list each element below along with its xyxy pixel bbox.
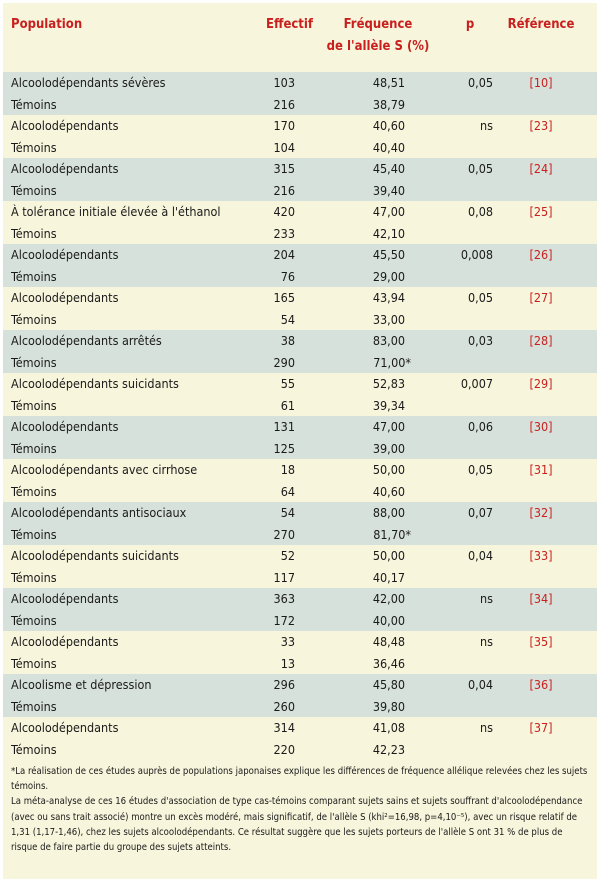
frequence-cell: 45,40 bbox=[372, 161, 405, 176]
header-frequence-line2: de l'allèle S (%) bbox=[326, 39, 430, 54]
effectif-cell: 125 bbox=[273, 440, 295, 456]
table-row bbox=[3, 696, 597, 718]
reference-cell: [33] bbox=[529, 548, 553, 563]
population-cell: Témoins bbox=[11, 311, 57, 327]
effectif-cell: 54 bbox=[280, 505, 295, 520]
table-row-group bbox=[3, 674, 597, 717]
effectif-cell: 54 bbox=[280, 311, 295, 327]
effectif-cell: 165 bbox=[273, 290, 295, 305]
table-row bbox=[3, 524, 597, 546]
frequence-cell: 40,00 bbox=[372, 612, 405, 628]
reference-cell: [37] bbox=[529, 720, 553, 735]
table-row bbox=[3, 180, 597, 202]
table-row bbox=[3, 739, 597, 761]
population-cell: Alcoolodépendants antisociaux bbox=[11, 505, 187, 520]
population-cell: Témoins bbox=[11, 225, 57, 241]
frequence-cell: 41,08 bbox=[372, 720, 405, 735]
frequence-cell: 88,00 bbox=[372, 505, 405, 520]
frequence-cell: 33,00 bbox=[372, 311, 405, 327]
effectif-cell: 172 bbox=[273, 612, 295, 628]
population-cell: Témoins bbox=[11, 354, 57, 370]
table-row bbox=[3, 115, 597, 137]
effectif-cell: 104 bbox=[273, 139, 295, 155]
frequence-cell: 39,00 bbox=[372, 440, 405, 456]
effectif-cell: 33 bbox=[280, 634, 295, 649]
frequence-cell: 38,79 bbox=[372, 96, 405, 112]
frequence-cell: 45,80 bbox=[372, 677, 405, 692]
table-body bbox=[3, 72, 597, 760]
effectif-cell: 52 bbox=[280, 548, 295, 563]
table-row-group bbox=[3, 244, 597, 287]
effectif-cell: 315 bbox=[273, 161, 295, 176]
population-cell: Alcoolodépendants bbox=[11, 634, 119, 649]
reference-cell: [29] bbox=[529, 376, 553, 391]
population-cell: Alcoolodépendants bbox=[11, 247, 119, 262]
population-cell: Témoins bbox=[11, 741, 57, 757]
table-row bbox=[3, 459, 597, 481]
table-row bbox=[3, 610, 597, 632]
frequence-cell: 45,50 bbox=[372, 247, 405, 262]
table-row-group bbox=[3, 72, 597, 115]
table-row bbox=[3, 223, 597, 245]
header-reference: Référence bbox=[507, 17, 575, 32]
population-cell: Alcoolodépendants bbox=[11, 591, 119, 606]
table-row bbox=[3, 330, 597, 352]
table-row bbox=[3, 72, 597, 94]
reference-cell: [24] bbox=[529, 161, 553, 176]
population-cell: Témoins bbox=[11, 182, 57, 198]
population-cell: Alcoolodépendants avec cirrhose bbox=[11, 462, 198, 477]
population-cell: Témoins bbox=[11, 440, 57, 456]
reference-cell: [25] bbox=[529, 204, 553, 219]
table-row-group bbox=[3, 631, 597, 674]
population-cell: Alcoolodépendants suicidants bbox=[11, 376, 179, 391]
table-row bbox=[3, 631, 597, 653]
effectif-cell: 61 bbox=[280, 397, 295, 413]
effectif-cell: 363 bbox=[273, 591, 295, 606]
p-value-cell: 0,04 bbox=[467, 548, 493, 563]
table-header bbox=[3, 3, 597, 67]
table-row bbox=[3, 567, 597, 589]
frequence-cell: 50,00 bbox=[372, 462, 405, 477]
population-cell: Alcoolodépendants arrêtés bbox=[11, 333, 162, 348]
p-value-cell: 0,05 bbox=[467, 75, 493, 90]
population-cell: Alcoolodépendants bbox=[11, 419, 119, 434]
frequence-cell: 83,00 bbox=[372, 333, 405, 348]
population-cell: Alcoolodépendants suicidants bbox=[11, 548, 179, 563]
table-row bbox=[3, 201, 597, 223]
p-value-cell: ns bbox=[480, 591, 493, 606]
effectif-cell: 290 bbox=[273, 354, 295, 370]
population-cell: Alcoolodépendants sévères bbox=[11, 75, 166, 90]
footnote: *La réalisation de ces études auprès de populations japonaises explique les différences de fréquence allélique relevées chez les sujets témoins. bbox=[11, 766, 588, 793]
p-value-cell: ns bbox=[480, 720, 493, 735]
table-row bbox=[3, 653, 597, 675]
frequence-cell: 50,00 bbox=[372, 548, 405, 563]
p-value-cell: 0,07 bbox=[467, 505, 493, 520]
header-frequence bbox=[323, 14, 433, 58]
table-row-group bbox=[3, 416, 597, 459]
frequence-cell: 42,00 bbox=[372, 591, 405, 606]
table-row bbox=[3, 438, 597, 460]
population-cell: Témoins bbox=[11, 655, 57, 671]
effectif-cell: 38 bbox=[280, 333, 295, 348]
frequence-cell: 47,00 bbox=[372, 419, 405, 434]
header-frequence-line1: Fréquence bbox=[343, 17, 413, 32]
header-population: Population bbox=[11, 17, 83, 32]
reference-cell: [36] bbox=[529, 677, 553, 692]
reference-cell: [10] bbox=[529, 75, 553, 90]
reference-cell: [28] bbox=[529, 333, 553, 348]
effectif-cell: 55 bbox=[280, 376, 295, 391]
frequence-cell: 39,40 bbox=[372, 182, 405, 198]
p-value-cell: 0,008 bbox=[460, 247, 493, 262]
table-row bbox=[3, 309, 597, 331]
table-row bbox=[3, 502, 597, 524]
frequence-cell: 52,83 bbox=[372, 376, 405, 391]
effectif-cell: 204 bbox=[273, 247, 295, 262]
frequence-cell: 39,34 bbox=[372, 397, 405, 413]
population-cell: Témoins bbox=[11, 139, 57, 155]
p-value-cell: 0,08 bbox=[467, 204, 493, 219]
population-cell: Témoins bbox=[11, 96, 57, 112]
table-row-group bbox=[3, 459, 597, 502]
reference-cell: [30] bbox=[529, 419, 553, 434]
frequence-cell: 47,00 bbox=[372, 204, 405, 219]
frequence-cell: 40,60 bbox=[372, 118, 405, 133]
frequence-cell: 48,51 bbox=[372, 75, 405, 90]
p-value-cell: ns bbox=[480, 118, 493, 133]
effectif-cell: 314 bbox=[273, 720, 295, 735]
effectif-cell: 260 bbox=[273, 698, 295, 714]
p-value-cell: 0,06 bbox=[467, 419, 493, 434]
population-cell: Alcoolisme et dépression bbox=[11, 677, 152, 692]
population-cell: Témoins bbox=[11, 397, 57, 413]
effectif-cell: 18 bbox=[280, 462, 295, 477]
population-cell: Alcoolodépendants bbox=[11, 290, 119, 305]
p-value-cell: 0,05 bbox=[467, 290, 493, 305]
frequence-cell: 40,40 bbox=[372, 139, 405, 155]
table-row bbox=[3, 137, 597, 159]
p-value-cell: ns bbox=[480, 634, 493, 649]
reference-cell: [34] bbox=[529, 591, 553, 606]
table-notes bbox=[11, 764, 591, 855]
table-panel bbox=[3, 3, 597, 879]
reference-cell: [31] bbox=[529, 462, 553, 477]
reference-cell: [35] bbox=[529, 634, 553, 649]
frequence-cell: 48,48 bbox=[372, 634, 405, 649]
table-row bbox=[3, 287, 597, 309]
effectif-cell: 117 bbox=[273, 569, 295, 585]
reference-cell: [23] bbox=[529, 118, 553, 133]
frequence-cell: 36,46 bbox=[372, 655, 405, 671]
table-row-group bbox=[3, 373, 597, 416]
table-row bbox=[3, 244, 597, 266]
table-row bbox=[3, 158, 597, 180]
table-row bbox=[3, 94, 597, 116]
table-row bbox=[3, 352, 597, 374]
population-cell: Témoins bbox=[11, 526, 57, 542]
frequence-cell: 40,17 bbox=[372, 569, 405, 585]
header-p: p bbox=[465, 17, 475, 32]
effectif-cell: 170 bbox=[273, 118, 295, 133]
table-row-group bbox=[3, 502, 597, 545]
p-value-cell: 0,03 bbox=[467, 333, 493, 348]
table-row bbox=[3, 395, 597, 417]
population-cell: À tolérance initiale élevée à l'éthanol bbox=[11, 204, 221, 219]
table-row bbox=[3, 588, 597, 610]
table-row-group bbox=[3, 717, 597, 760]
p-value-cell: 0,007 bbox=[460, 376, 493, 391]
p-value-cell: 0,05 bbox=[467, 161, 493, 176]
effectif-cell: 64 bbox=[280, 483, 295, 499]
effectif-cell: 420 bbox=[273, 204, 295, 219]
frequence-cell: 39,80 bbox=[372, 698, 405, 714]
effectif-cell: 220 bbox=[273, 741, 295, 757]
frequence-cell: 81,70* bbox=[373, 526, 411, 542]
frequence-cell: 40,60 bbox=[372, 483, 405, 499]
effectif-cell: 131 bbox=[273, 419, 295, 434]
table-row-group bbox=[3, 158, 597, 201]
header-effectif: Effectif bbox=[265, 17, 313, 32]
effectif-cell: 270 bbox=[273, 526, 295, 542]
table-row-group bbox=[3, 330, 597, 373]
reference-cell: [26] bbox=[529, 247, 553, 262]
table-row-group bbox=[3, 287, 597, 330]
table-row bbox=[3, 674, 597, 696]
population-cell: Témoins bbox=[11, 483, 57, 499]
population-cell: Témoins bbox=[11, 569, 57, 585]
effectif-cell: 103 bbox=[273, 75, 295, 90]
population-cell: Témoins bbox=[11, 268, 57, 284]
p-value-cell: 0,05 bbox=[467, 462, 493, 477]
table-row bbox=[3, 373, 597, 395]
table-row bbox=[3, 266, 597, 288]
p-value-cell: 0,04 bbox=[467, 677, 493, 692]
table-row-group bbox=[3, 545, 597, 588]
frequence-cell: 43,94 bbox=[372, 290, 405, 305]
effectif-cell: 76 bbox=[280, 268, 295, 284]
table-row bbox=[3, 545, 597, 567]
table-row-group bbox=[3, 115, 597, 158]
frequence-cell: 71,00* bbox=[373, 354, 411, 370]
effectif-cell: 13 bbox=[280, 655, 295, 671]
table-row bbox=[3, 481, 597, 503]
reference-cell: [32] bbox=[529, 505, 553, 520]
table-row bbox=[3, 717, 597, 739]
frequence-cell: 42,23 bbox=[372, 741, 405, 757]
effectif-cell: 233 bbox=[273, 225, 295, 241]
population-cell: Alcoolodépendants bbox=[11, 118, 119, 133]
meta-analysis-note: La méta-analyse de ces 16 études d'association de type cas-témoins comparant sujets sains et sujets souffrant d'alcoolodépendance (avec ou sans trait associé) montre un excès modéré, mais significatif, de l'allèle S (khi²=16,98, p=4,10⁻⁵), avec un risque relatif de 1,31 (1,17-1,46), chez les sujets alcoolodépendants. Ce résultat suggère que les sujets porteurs de l'allèle S ont 31 % de plus de risque de faire partie du groupe des sujets atteints. bbox=[11, 796, 583, 854]
effectif-cell: 216 bbox=[273, 182, 295, 198]
table-row bbox=[3, 416, 597, 438]
table-row-group bbox=[3, 201, 597, 244]
effectif-cell: 296 bbox=[273, 677, 295, 692]
population-cell: Témoins bbox=[11, 612, 57, 628]
frequence-cell: 42,10 bbox=[372, 225, 405, 241]
effectif-cell: 216 bbox=[273, 96, 295, 112]
table-row-group bbox=[3, 588, 597, 631]
population-cell: Témoins bbox=[11, 698, 57, 714]
population-cell: Alcoolodépendants bbox=[11, 720, 119, 735]
population-cell: Alcoolodépendants bbox=[11, 161, 119, 176]
frequence-cell: 29,00 bbox=[372, 268, 405, 284]
reference-cell: [27] bbox=[529, 290, 553, 305]
